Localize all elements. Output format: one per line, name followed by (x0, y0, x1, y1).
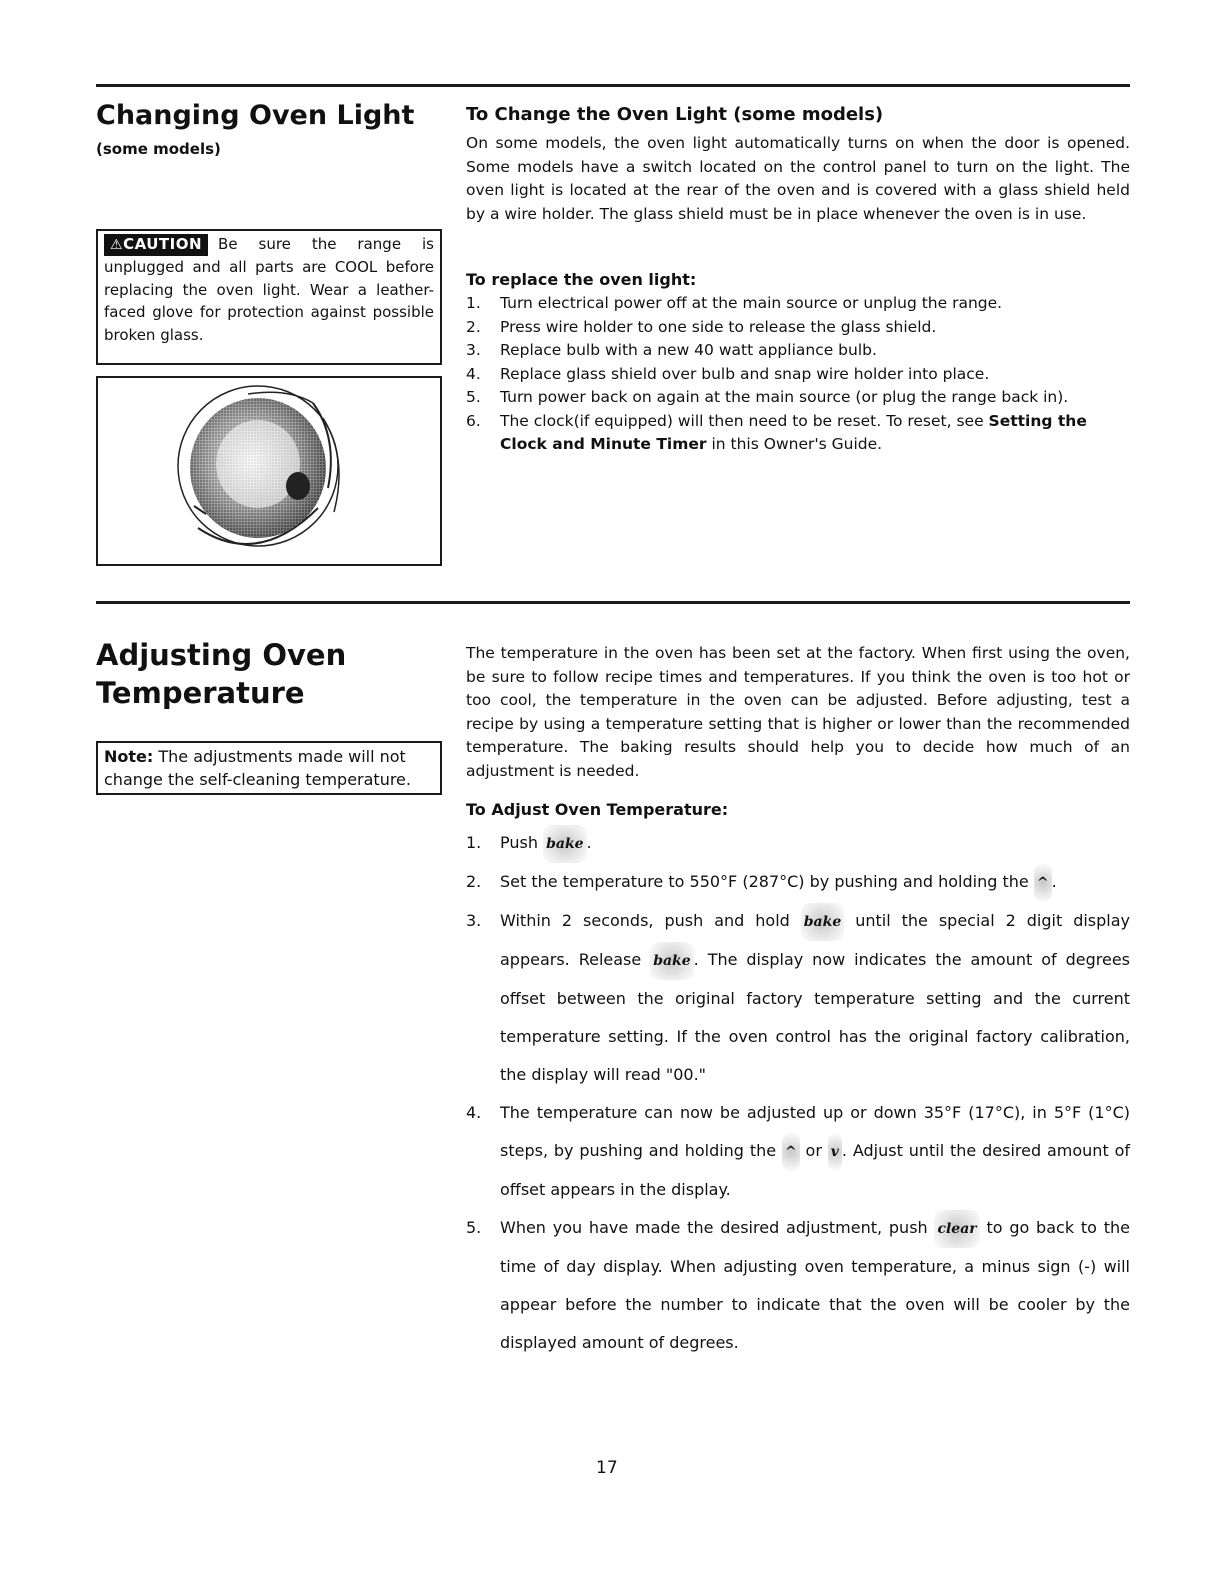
oven-light-intro: On some models, the oven light automatically turns on when the door is opened. Some models have a switch located on the control panel to turn on the light. The oven light is located at the rear of the oven and is covered with a glass shield held by a wire holder. The glass shield must be in place whenever the oven is in use. (466, 134, 1130, 223)
list-item: 1. Turn electrical power off at the main source or unplug the range. (466, 294, 1003, 312)
list-item: 1. Push bake . (466, 824, 1130, 863)
bake-button-icon: bake (650, 942, 693, 980)
list-item: 5. When you have made the desired adjustment, push clear to go back to the time of day display. When adjusting oven temperature, a minus sign (-) will appear before the number to indicate that the oven will be cooler by the displayed amount of degrees. (466, 1209, 1130, 1362)
top-rule (96, 84, 1130, 87)
caution-text: Be sure the range is unplugged and all parts are COOL before replacing the oven light. Wear a leather-faced glove for protection against possible broken glass. (104, 235, 434, 344)
adjust-temp-intro: The temperature in the oven has been set at the factory. When first using the oven, be sure to follow recipe times and temperatures. If you think the oven is too hot or too cool, the temperature in the oven can be adjusted. Before adjusting, test a recipe by using a temperature setting that is higher or lower than the recommended temperature. The baking results should help you to decide how much of an adjustment is needed. (466, 644, 1130, 780)
list-item: 2. Press wire holder to one side to release the glass shield. (466, 317, 937, 336)
caution-box (96, 229, 442, 365)
up-arrow-button-icon: ^ (782, 1133, 800, 1171)
note-label: Note: (104, 747, 154, 766)
replace-light-heading: To replace the oven light: (466, 270, 697, 289)
clear-button-icon: clear (934, 1210, 979, 1248)
replace-light-steps (466, 292, 1130, 457)
section-title-oven-light: Changing Oven Light (96, 100, 415, 131)
list-item: 5. Turn power back on again at the main source (or plug the range back in). (466, 388, 1069, 406)
adjust-temp-steps (466, 824, 1130, 1362)
section-subtitle: (some models) (96, 140, 221, 158)
page-number: 17 (596, 1458, 618, 1478)
warning-icon: ⚠ (110, 237, 124, 253)
caution-label: CAUTION (123, 235, 203, 253)
cross-reference: Setting the Clock and Minute Timer (500, 411, 1087, 453)
list-item: 6. The clock(if equipped) will then need to be reset. To reset, see Setting the Clock and Minute Timer in this Owner's Guide. (466, 411, 1087, 453)
list-item: 3. Within 2 seconds, push and hold bake until the special 2 digit display appears. Release bake . The display now indicates the amount of degrees offset between the original factory temperature setting and the current temperature setting. If the oven control has the original factory calibration, the display will read "00." (466, 902, 1130, 1094)
section-title-oven-temperature: Adjusting Oven Temperature (96, 638, 347, 710)
list-item: 2. Set the temperature to 550°F (287°C) by pushing and holding the ^ . (466, 863, 1130, 902)
note-box (96, 741, 442, 795)
bake-button-icon: bake (801, 903, 844, 941)
oven-light-bulb-illustration (98, 378, 440, 564)
oven-light-heading: To Change the Oven Light (some models) (466, 104, 884, 125)
list-item: 3. Replace bulb with a new 40 watt appliance bulb. (466, 341, 877, 359)
up-arrow-button-icon: ^ (1034, 864, 1052, 902)
down-arrow-button-icon: v (828, 1133, 842, 1171)
middle-rule (96, 601, 1130, 604)
oven-light-illustration-box (96, 376, 442, 566)
list-item: 4. Replace glass shield over bulb and snap wire holder into place. (466, 364, 990, 383)
caution-badge (104, 234, 208, 256)
note-text: The adjustments made will not change the self-cleaning temperature. (104, 747, 411, 789)
bake-button-icon: bake (543, 825, 586, 863)
list-item: 4. The temperature can now be adjusted up or down 35°F (17°C), in 5°F (1°C) steps, by pushing and holding the ^ or v . Adjust until the desired amount of offset appears in the display. (466, 1103, 1130, 1199)
adjust-temp-heading: To Adjust Oven Temperature: (466, 800, 729, 819)
